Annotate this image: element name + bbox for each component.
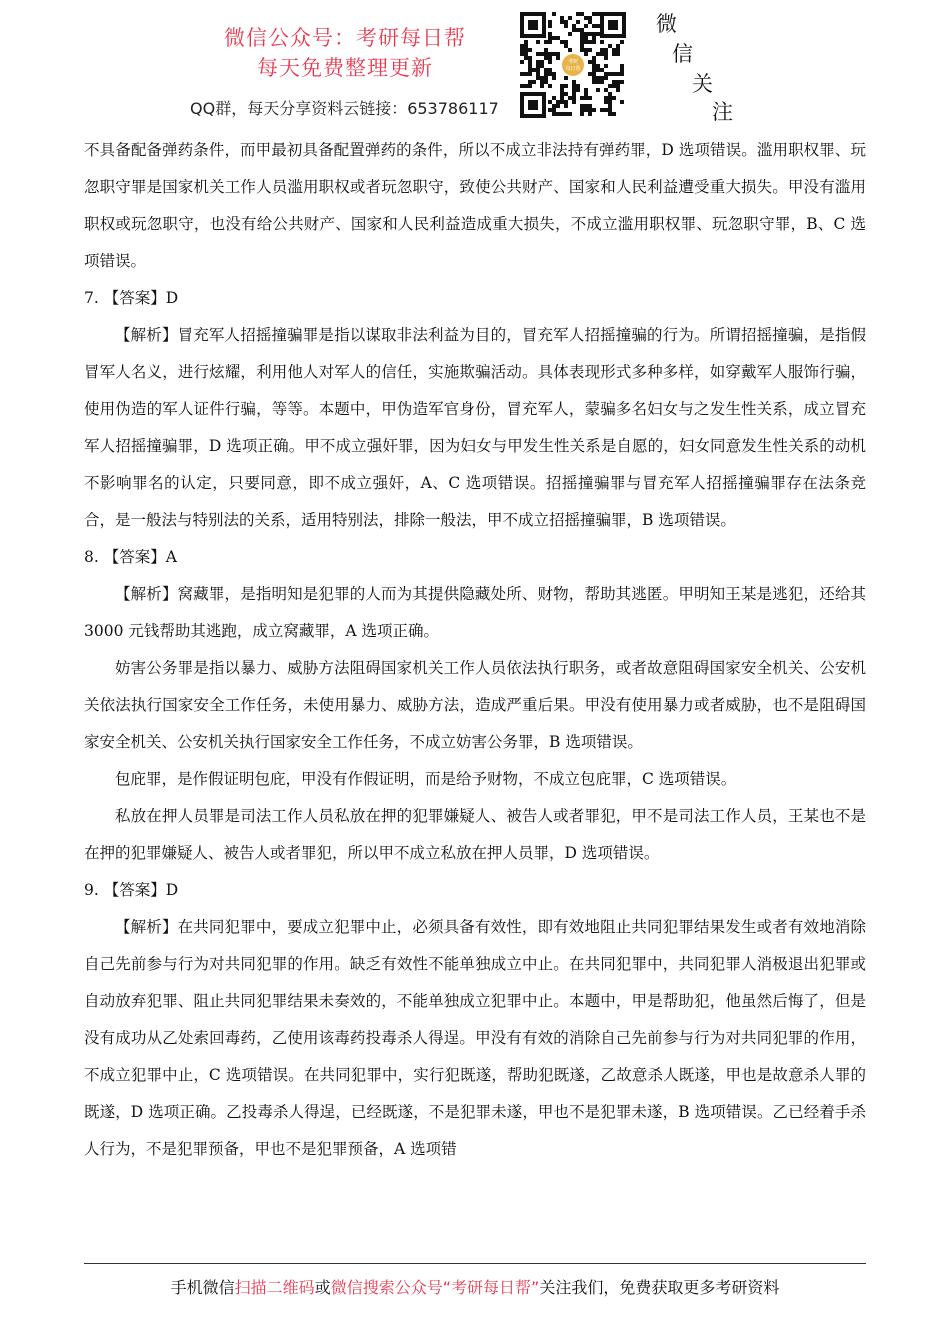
paragraph: 【解析】在共同犯罪中，要成立犯罪中止，必须具备有效性，即有效地阻止共同犯罪结果发生或者有效地消除自己先前参与行为对共同犯罪的作用。缺乏有效性不能单独成立中止。在共同犯罪中，共同犯罪人消极退出犯罪或自动放弃犯罪、阻止共同犯罪结果未奏效的，不能单独成立犯罪中止。本题中，甲是帮助犯，他虽然后悔了，但是没有成功从乙处索回毒药，乙使用该毒药投毒杀人得逞。甲没有有效的消除自己先前参与行为对共同犯罪的作用，不成立犯罪中止，C 选项错误。在共同犯罪中，实行犯既遂，帮助犯既遂，乙故意杀人既遂，甲也是故意杀人罪的既遂，D 选项正确。乙投毒杀人得逞，已经既遂，不是犯罪未遂，甲也不是犯罪未遂，B 选项错误。乙已经着手杀人行为，不是犯罪预备，甲也不是犯罪预备，A 选项错 xyxy=(84,918,866,1158)
footer-text: 或 xyxy=(314,1278,331,1297)
answer-heading: 8. 【答案】A xyxy=(84,548,177,566)
footer-promo xyxy=(84,1275,866,1298)
paragraph: 不具备配备弹药条件，而甲最初具备配置弹药的条件，所以不成立非法持有弹药罪，D 选项错误。滥用职权罪、玩忽职守罪是国家机关工作人员滥用职权或者玩忽职守，致使公共财产、国家和人民利益遭受重大损失。甲没有滥用职权或玩忽职守，也没有给公共财产、国家和人民利益造成重大损失，不成立滥用职权罪、玩忽职守罪，B、C 选项错误。 xyxy=(84,141,866,270)
paragraph: 【解析】窝藏罪，是指明知是犯罪的人而为其提供隐藏处所、财物，帮助其逃匿。甲明知王某是逃犯，还给其 3000 元钱帮助其逃跑，成立窝藏罪，A 选项正确。 xyxy=(84,585,866,640)
qq-group-line: QQ群，每天分享资料云链接：653786117 xyxy=(190,99,499,118)
paragraph: 包庇罪，是作假证明包庇，甲没有作假证明，而是给予财物，不成立包庇罪，C 选项错误。 xyxy=(115,770,737,788)
vertical-text-char: 信 xyxy=(672,42,693,66)
paragraph: 私放在押人员罪是司法工作人员私放在押的犯罪嫌疑人、被告人或者罪犯，甲不是司法工作人员，王某也不是在押的犯罪嫌疑人、被告人或者罪犯，所以甲不成立私放在押人员罪，D 选项错误。 xyxy=(84,807,866,862)
paragraph: 【解析】冒充军人招摇撞骗罪是指以谋取非法利益为目的，冒充军人招摇撞骗的行为。所谓招摇撞骗，是指假冒军人名义，进行炫耀，利用他人对军人的信任，实施欺骗活动。具体表现形式多种多样，如穿戴军人服饰行骗，使用伪造的军人证件行骗，等等。本题中，甲伪造军官身份，冒充军人，蒙骗多名妇女与之发生性关系，成立冒充军人招摇撞骗罪，D 选项正确。甲不成立强奸罪，因为妇女与甲发生性关系是自愿的，妇女同意发生性关系的动机不影响罪名的认定，只要同意，即不成立强奸，A、C 选项错误。招摇撞骗罪与冒充军人招摇撞骗罪存在法条竞合，是一般法与特别法的关系，适用特别法，排除一般法，甲不成立招摇撞骗罪，B 选项错误。 xyxy=(84,326,866,529)
qr-code-icon xyxy=(518,10,628,120)
header-banner xyxy=(0,0,950,128)
footer-highlight: 微信搜索公众号 xyxy=(330,1278,443,1297)
answer-heading: 9. 【答案】D xyxy=(84,881,179,899)
promo-title: 微信公众号：考研每日帮 xyxy=(224,26,466,50)
vertical-text-char: 注 xyxy=(712,100,733,124)
vertical-text-char: 关 xyxy=(692,72,713,96)
footer-text: 关注我们，免费获取更多考研资料 xyxy=(539,1278,780,1297)
footer-highlight: 扫描二维码 xyxy=(234,1278,315,1297)
answer-heading: 7. 【答案】D xyxy=(84,289,179,307)
qr-center-logo: 考研 xyxy=(567,59,579,65)
promo-subtitle: 每天免费整理更新 xyxy=(257,56,433,80)
footer-divider xyxy=(84,1263,866,1264)
document-body xyxy=(84,132,866,1168)
vertical-text-char: 微 xyxy=(656,12,677,36)
svg-text:每日帮: 每日帮 xyxy=(565,66,581,72)
paragraph: 妨害公务罪是指以暴力、威胁方法阻碍国家机关工作人员依法执行职务，或者故意阻碍国家安全机关、公安机关依法执行国家安全工作任务，未使用暴力、威胁方法，造成严重后果。甲没有使用暴力或者威胁，也不是阻碍国家安全机关、公安机关执行国家安全工作任务，不成立妨害公务罪，B 选项错误。 xyxy=(84,659,866,751)
footer-text: 手机微信 xyxy=(170,1278,235,1297)
footer-highlight: “考研每日帮” xyxy=(442,1278,540,1297)
